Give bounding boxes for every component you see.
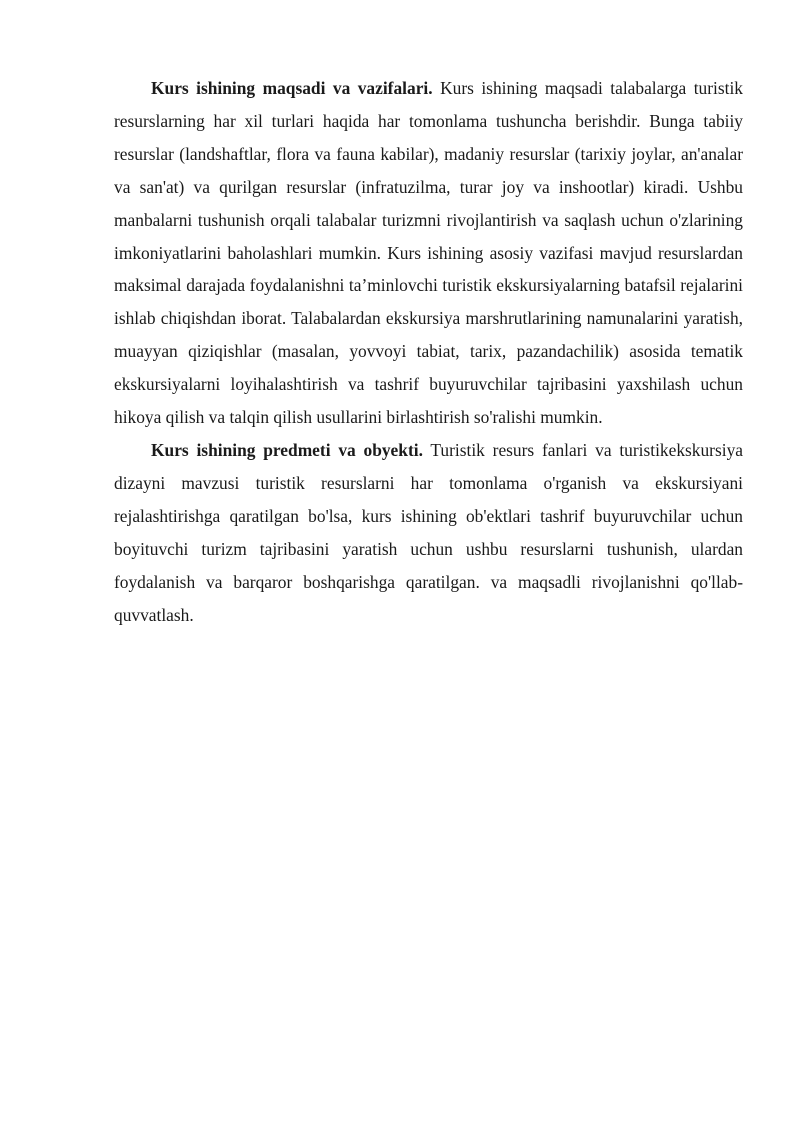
document-page: [114, 72, 743, 631]
paragraph-body: Turistik resurs fanlari va turistikekskursiya dizayni mavzusi turistik resurslarni har tomonlama o'rganish va ekskursiyani rejalashtirishga qaratilgan bo'lsa, kurs ishining ob'ektlari tashrif buyuruvchilar uchun boyituvchi turizm tajribasini yaratish uchun ushbu resurslarni tushunish, ulardan foydalanish va barqaror boshqarishga qaratilgan. va maqsadli rivojlanishni qo'llab-quvvatlash.: [114, 439, 743, 625]
paragraph-heading: Kurs ishining maqsadi va vazifalari.: [151, 78, 433, 98]
paragraph-body: Kurs ishining maqsadi talabalarga turistik resurslarning har xil turlari haqida har tomonlama tushuncha berishdir. Bunga tabiiy resurslar (landshaftlar, flora va fauna kabilar), madaniy resurslar (tarixiy joylar, an'analar va san'at) va qurilgan resurslar (infratuzilma, turar joy va inshootlar) kiradi. Ushbu manbalarni tushunish orqali talabalar turizmni rivojlantirish va saqlash uchun o'zlarining imkoniyatlarini baholashlari mumkin. Kurs ishining asosiy vazifasi mavjud resurslardan maksimal darajada foydalanishni ta’minlovchi turistik ekskursiyalarning batafsil rejalarini ishlab chiqishdan iborat. Talabalardan ekskursiya marshrutlarining namunalarini yaratish, muayyan qiziqishlar (masalan, yovvoyi tabiat, tarix, pazandachilik) asosida tematik ekskursiyalarni loyihalashtirish va tashrif buyuruvchilar tajribasini yaxshilash uchun hikoya qilish va talqin qilish usullarini birlashtirish so'ralishi mumkin.: [114, 78, 743, 428]
paragraph-goals: [114, 72, 743, 434]
paragraph-heading: Kurs ishining predmeti va obyekti.: [151, 439, 423, 460]
paragraph-subject: [114, 434, 743, 631]
